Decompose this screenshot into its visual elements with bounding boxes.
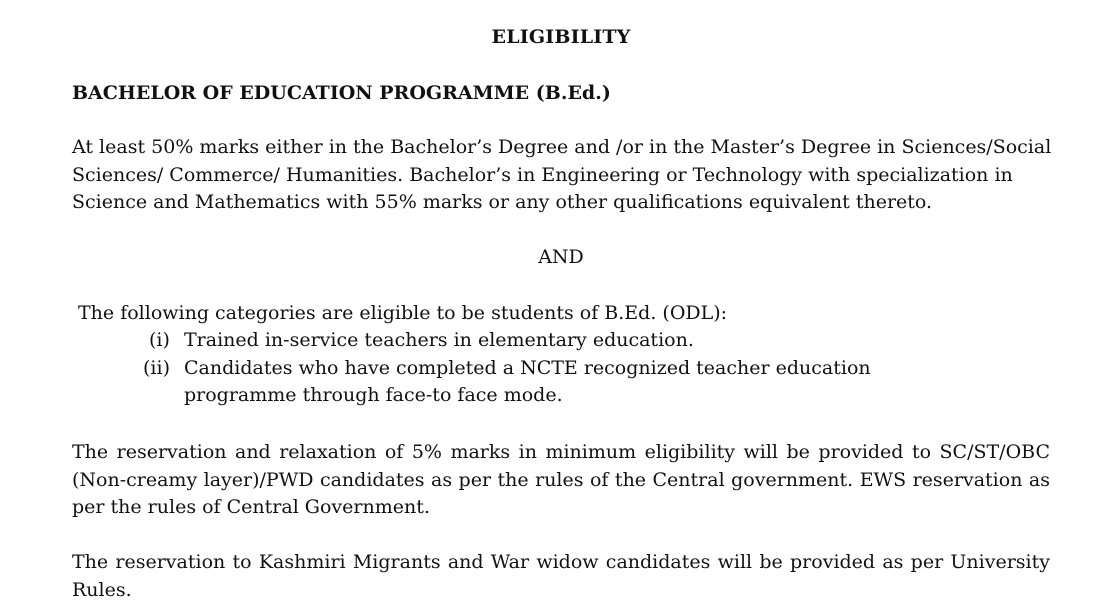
list-item-text: Trained in-service teachers in elementary education. [184, 329, 694, 351]
migrants-paragraph: The reservation to Kashmiri Migrants and War widow candidates will be provided as per University Rules. [72, 551, 1050, 601]
and-separator: AND [538, 246, 584, 268]
page-title: ELIGIBILITY [491, 26, 631, 48]
list-item [0, 327, 964, 355]
categories-list [0, 327, 964, 410]
list-item-text: Candidates who have completed a NCTE recognized teacher education programme through face-to face mode. [184, 356, 871, 406]
list-item [0, 355, 964, 410]
programme-heading: BACHELOR OF EDUCATION PROGRAMME (B.Ed.) [72, 82, 611, 104]
list-item-number: (ii) [143, 356, 170, 379]
list-item-number: (i) [149, 329, 170, 351]
categories-intro: The following categories are eligible to be students of B.Ed. (ODL): [78, 302, 728, 324]
eligibility-paragraph: At least 50% marks either in the Bachelor’s Degree and /or in the Master’s Degree in Sciences/Social Sciences/ Commerce/ Humanities. Bachelor’s in Engineering or Technology with specialization in Science and Mathematics with 55% marks or any other qualifications equivalent thereto. [72, 136, 1052, 213]
reservation-paragraph: The reservation and relaxation of 5% marks in minimum eligibility will be provided to SC/ST/OBC (Non-creamy layer)/PWD candidates as per the rules of the Central government. EWS reservation as per the rules of Central Government. [72, 441, 1050, 518]
